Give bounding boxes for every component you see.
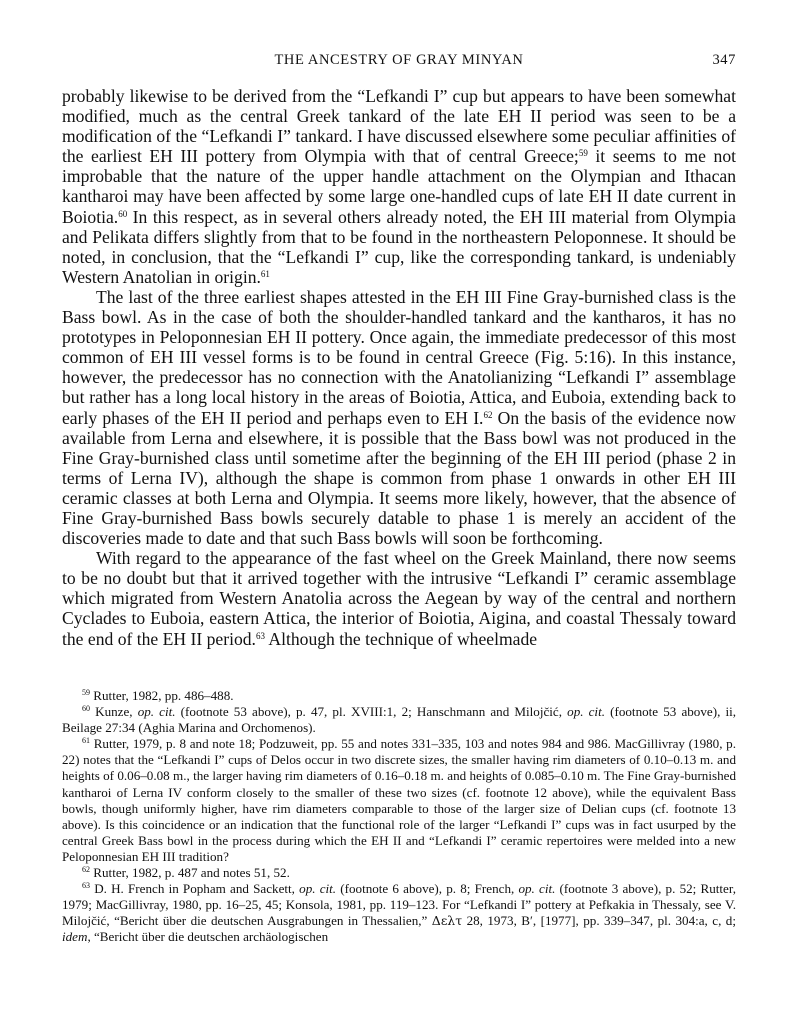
paragraph-3 (62, 548, 736, 648)
footnote-text: , “Bericht über die deutschen archäologischen (87, 929, 329, 945)
main-text (62, 86, 736, 649)
paragraph-1-text-a: probably likewise to be derived from the “Lefkandi I” cup but appears to have been somewhat modified, much as the central Greek tankard of the late EH II period was seen to be a modification of the “Lefkandi I” tankard. I have discussed elsewhere some peculiar affinities of the earliest EH III pottery from Olympia with that of central Greece; (62, 86, 736, 167)
footnote-text: (footnote 53 above), p. 47, pl. XVIII:1, 2; Hanschmann and Milojčić, (175, 704, 568, 720)
footnote-text: Kunze, (95, 704, 138, 720)
footnote-italic: idem (62, 929, 88, 945)
footnote-61 (62, 736, 736, 865)
paragraph-3-text-b: Although the technique of wheelmade (264, 628, 538, 649)
footnote-62 (62, 865, 736, 881)
footnote-ref-61[interactable]: 61 (260, 268, 270, 279)
paragraph-2 (62, 287, 736, 548)
footnote-italic: op. cit. (518, 881, 556, 897)
footnote-text: Rutter, 1982, pp. 486–488. (93, 688, 234, 703)
footnote-ref-60[interactable]: 60 (118, 208, 128, 219)
footnote-number: 63 (82, 881, 90, 891)
footnote-63 (62, 881, 736, 945)
paragraph-2-text-a: The last of the three earliest shapes attested in the EH III Fine Gray-burnished class is the Bass bowl. As in the case of both the shoulder-handled tankard and the kantharos, it has no prototypes in Peloponnesian EH II pottery. Once again, the immediate predecessor of this most common of EH III vessel forms is to be found in central Greece (Fig. 5:16). In this instance, however, the predecessor has no connection with the Anatolianizing “Lefkandi I” assemblage but rather has a long local history in the areas of Boiotia, Attica, and Euboia, extending back to early phases of the EH II period and perhaps even to EH I. (62, 286, 736, 428)
running-header (62, 52, 736, 70)
footnote-number: 62 (82, 865, 90, 875)
footnote-italic: op. cit. (299, 881, 337, 897)
paragraph-1 (62, 86, 736, 287)
footnote-ref-62[interactable]: 62 (483, 409, 493, 420)
greek-journal-abbreviation: Δελτ (431, 913, 463, 929)
footnote-text: (footnote 3 above), p. 52; Rutter, 1979; MacGillivray, 1980, pp. 16–25, 45; Konsola, 1981, pp. 119–123. For “Lefkandi I” pottery at Pefkakia in Thessaly, see V. Milojčić, “Bericht über die deutschen Ausgrabungen in Thessalien,” (62, 881, 736, 929)
footnote-text: (footnote 53 above), ii, Beilage 27:34 (Aghia Marina and Orchomenos). (62, 704, 737, 736)
footnote-text: (footnote 6 above), p. 8; French, (336, 881, 519, 897)
footnote-59 (62, 688, 736, 704)
footnote-number: 59 (82, 688, 90, 697)
page-number: 347 (712, 52, 736, 68)
footnotes (62, 688, 736, 946)
footnote-text: 28, 1973, B′, [1977], pp. 339–347, pl. 304:a, c, d; (462, 913, 736, 929)
footnote-number: 60 (82, 704, 90, 714)
paragraph-1-text-c: In this respect, as in several others already noted, the EH III material from Olympia and Pelikata differs slightly from that to be found in the northeastern Peloponnese. It should be noted, in conclusion, that the “Lefkandi I” cup, like the corresponding tankard, is undeniably Western Anatolian in origin. (62, 206, 736, 287)
paragraph-1-text-b: it seems to me not improbable that the nature of the upper handle attachment on the Olympian and Ithacan kantharoi may have been affected by some large one-handled cups of late EH II date current in Boiotia. (62, 146, 737, 227)
paragraph-3-text-a: With regard to the appearance of the fast wheel on the Greek Mainland, there now seems to be no doubt but that it arrived together with the intrusive “Lefkandi I” ceramic assemblage which migrated from Western Anatolia across the Aegean by way of the central and northern Cyclades to Euboia, eastern Attica, the interior of Boiotia, Aigina, and coastal Thessaly toward the end of the EH II period. (62, 548, 736, 649)
footnote-ref-63[interactable]: 63 (255, 630, 265, 641)
footnote-60 (62, 704, 736, 736)
running-title: THE ANCESTRY OF GRAY MINYAN (274, 52, 524, 68)
footnote-ref-59[interactable]: 59 (578, 148, 588, 159)
footnote-text: Rutter, 1982, p. 487 and notes 51, 52. (93, 865, 290, 881)
footnote-italic: op. cit. (137, 704, 176, 720)
footnote-text: D. H. French in Popham and Sackett, (94, 881, 300, 897)
footnote-text: Rutter, 1979, p. 8 and note 18; Podzuweit, pp. 55 and notes 331–335, 103 and notes 984 and 986. MacGillivray (1980, p. 22) notes that the “Lefkandi I” cups of Delos occur in two discrete sizes, the smaller having rim diameters of 0.10–0.13 m. and heights of 0.06–0.08 m., the larger having rim diameters of 0.16–0.18 m. and heights of 0.085–0.10 m. The Fine Gray-burnished kantharoi of Lerna IV conform closely to the smaller of these two sizes (cf. footnote 12 above), while the equivalent Bass bowls, though uniformly higher, have rim diameters comparable to those of the larger size of Delian cups (cf. footnote 13 above). Is this coincidence or an indication that the functional role of the larger “Lefkandi I” cups was in fact usurped by the central Greek Bass bowl in the process during which the EH II and “Lefkandi I” ceramic repertoires were melded into a new Peloponnesian EH III tradition? (62, 736, 736, 864)
footnote-number: 61 (82, 736, 90, 746)
footnote-italic: op. cit. (567, 704, 605, 720)
paragraph-2-text-b: On the basis of the evidence now available from Lerna and elsewhere, it is possible that the Bass bowl was not produced in the Fine Gray-burnished class until sometime after the beginning of the EH III period (phase 2 in terms of Lerna IV), although the shape is common from phase 1 onwards in other EH III ceramic classes at both Lerna and Olympia. It seems more likely, however, that the absence of Fine Gray-burnished Bass bowls securely datable to phase 1 is merely an accident of the discoveries made to date and that such Bass bowls will soon be forthcoming. (62, 407, 736, 549)
